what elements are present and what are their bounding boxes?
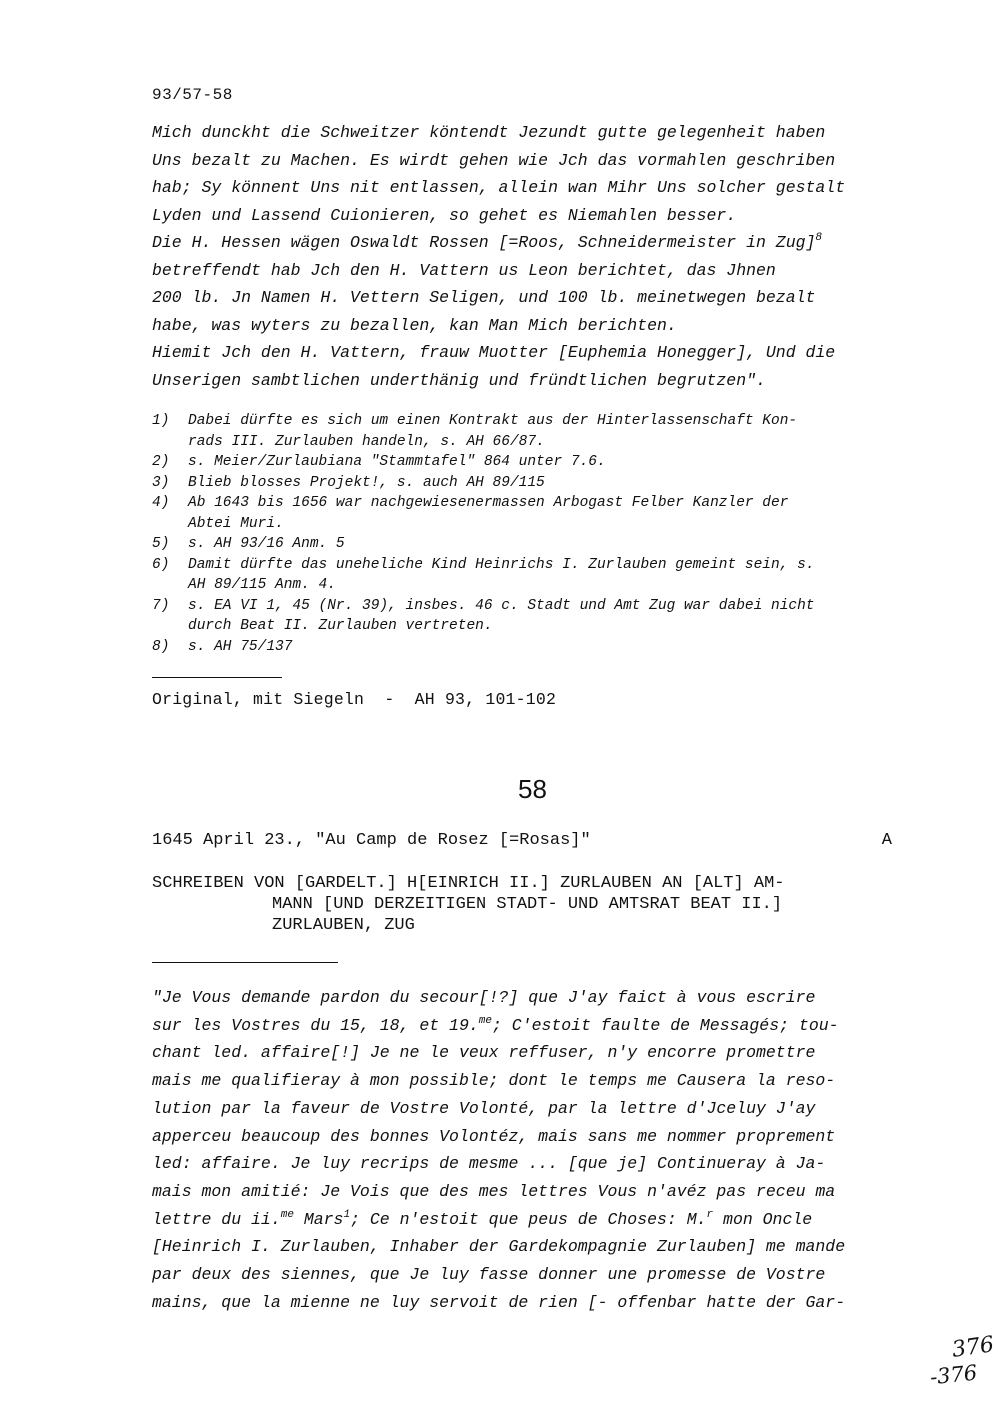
text-line: mains, que la mienne ne luy servoit de rien [- offenbar hatte der Gar-: [152, 1292, 846, 1312]
text-segment: mon Oncle: [713, 1209, 813, 1229]
text-segment: Mars: [293, 1209, 344, 1229]
document-date: 1645 April 23., "Au Camp de Rosez [=Rosas]": [152, 831, 591, 850]
text-line: led: affaire. Je luy recrips de mesme ... [que je] Continueray à Ja-: [152, 1154, 826, 1174]
text-segment: ; Ce n'estoit que peus de Choses: M.: [350, 1209, 707, 1229]
source-citation: Original, mit Siegeln - AH 93, 101-102: [152, 690, 557, 709]
title-line: MANN [UND DERZEITIGEN STADT- UND AMTSRAT BEAT II.]: [272, 895, 783, 914]
divider: [152, 962, 338, 963]
title-line: ZURLAUBEN, ZUG: [272, 916, 415, 935]
title-line: SCHREIBEN VON [GARDELT.] H[EINRICH II.] ZURLAUBEN AN [ALT] AM-: [152, 874, 785, 893]
text-line: "Je Vous demande pardon du secour[!?] que J'ay faict à vous escrire: [152, 988, 816, 1007]
footnote: [152, 596, 922, 637]
text-segment: ; C'estoit faulte de Messagés; tou-: [491, 1015, 839, 1035]
document-title: [152, 873, 912, 936]
text-segment: sur les Vostres du 15, 18, et 19.: [152, 1015, 479, 1035]
document-reference: 93/57-58: [152, 86, 233, 104]
footnote-number: 7): [152, 597, 170, 614]
text-line: Uns bezalt zu Machen. Es wirdt gehen wie Jch das vormahlen geschriben: [152, 150, 836, 170]
footnote-line: s. EA VI 1, 45 (Nr. 39), insbes. 46 c. Stadt und Amt Zug war dabei nicht: [188, 597, 815, 614]
text-segment: Die H. Hessen wägen Oswaldt Rossen [=Roos, Schneidermeister in Zug]: [152, 233, 816, 252]
letter-58-text: [152, 984, 922, 1316]
footnote-number: 5): [152, 536, 170, 552]
text-line: hab; Sy könnent Uns nit entlassen, allein wan Mihr Uns solcher gestalt: [152, 178, 846, 197]
footnote-number: 2): [152, 454, 170, 470]
superscript: r: [706, 1208, 714, 1221]
text-line: [Heinrich I. Zurlauben, Inhaber der Gardekompagnie Zurlauben] me mande: [152, 1237, 846, 1257]
footnote-line: s. Meier/Zurlaubiana "Stammtafel" 864 unter 7.6.: [188, 454, 606, 470]
footnote-line: Ab 1643 bis 1656 war nachgewiesenermassen Arbogast Felber Kanzler der: [188, 495, 789, 511]
text-line: habe, was wyters zu bezallen, kan Man Mich berichten.: [152, 315, 677, 335]
footnote-number: 1): [152, 413, 170, 429]
footnote: [152, 637, 922, 658]
footnote-line: Abtei Muri.: [188, 515, 284, 532]
superscript: me: [280, 1208, 294, 1221]
footnote: [152, 555, 922, 596]
footnote: [152, 411, 922, 452]
handwritten-page-number: 376: [950, 1332, 996, 1363]
footnote-number: 8): [152, 638, 170, 655]
text-segment: lettre du ii.: [152, 1209, 281, 1229]
footnote-number: 4): [152, 495, 170, 511]
text-line: Mich dunckht die Schweitzer köntendt Jezundt gutte gelegenheit haben: [152, 123, 826, 142]
text-line-with-superscript: [152, 1012, 922, 1040]
text-line: Lyden und Lassend Cuionieren, so gehet es Niemahlen besser.: [152, 205, 737, 225]
footnote-line: s. AH 75/137: [188, 638, 293, 655]
document-mark: A: [881, 831, 892, 850]
footnote: [152, 473, 922, 494]
text-line: mais me qualifieray à mon possible; dont le temps me Causera la reso-: [152, 1071, 836, 1091]
document-number: 58: [518, 774, 547, 804]
text-line: par deux des siennes, que Je luy fasse donner une promesse de Vostre: [152, 1265, 826, 1285]
footnote-line: durch Beat II. Zurlauben vertreten.: [188, 618, 493, 634]
footnote-line: AH 89/115 Anm. 4.: [188, 577, 336, 593]
text-line: 200 lb. Jn Namen H. Vettern Seligen, und 100 lb. meinetwegen bezalt: [152, 288, 816, 307]
text-line-with-superscript: [152, 1206, 922, 1234]
text-line-with-footnote: [152, 229, 922, 257]
footnotes: [152, 411, 922, 657]
superscript: me: [478, 1014, 492, 1027]
text-line: Unserigen sambtlichen underthänig und fründtlichen begrutzen".: [152, 370, 766, 390]
footnote-number: 3): [152, 474, 170, 491]
footnote-line: rads III. Zurlauben handeln, s. AH 66/87.: [188, 433, 545, 450]
text-line: chant led. affaire[!] Je ne le veux reffuser, n'y encorre promettre: [152, 1043, 816, 1063]
handwritten-page-number: -376: [928, 1360, 979, 1390]
text-line: Hiemit Jch den H. Vattern, frauw Muotter [Euphemia Honegger], Und die: [152, 343, 836, 362]
footnote-line: s. AH 93/16 Anm. 5: [188, 536, 345, 552]
footnote: [152, 534, 922, 555]
footnote: [152, 452, 922, 473]
text-line: mais mon amitié: Je Vois que des mes lettres Vous n'avéz pas receu ma: [152, 1181, 836, 1201]
footnote-line: Blieb blosses Projekt!, s. auch AH 89/115: [188, 474, 545, 491]
footnote-ref: 1: [343, 1208, 351, 1221]
text-line: betreffendt hab Jch den H. Vattern us Leon berichtet, das Jhnen: [152, 260, 776, 280]
footnote-ref: 8: [815, 232, 823, 244]
footnote-line: Damit dürfte das uneheliche Kind Heinrichs I. Zurlauben gemeint sein, s.: [188, 556, 815, 573]
divider: [152, 677, 282, 678]
text-line: apperceu beaucoup des bonnes Volontéz, mais sans me nommer proprement: [152, 1126, 836, 1146]
footnote-line: Dabei dürfte es sich um einen Kontrakt aus der Hinterlassenschaft Kon-: [188, 413, 798, 429]
text-line: lution par la faveur de Vostre Volonté, par la lettre d'Jceluy J'ay: [152, 1098, 816, 1118]
footnote: [152, 493, 922, 534]
footnote-number: 6): [152, 556, 170, 573]
letter-57-text: [152, 119, 922, 394]
